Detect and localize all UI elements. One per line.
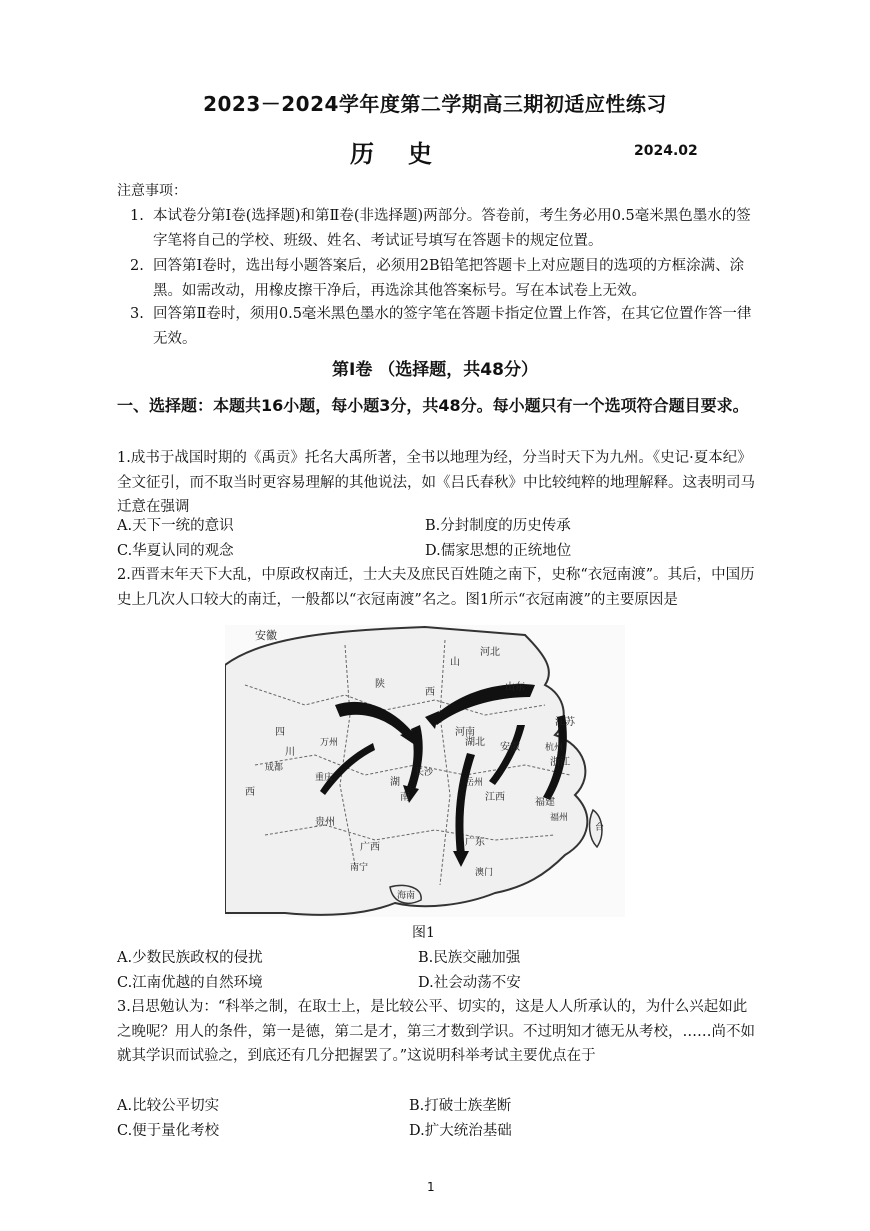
q1-option-d: D.儒家思想的正统地位 bbox=[425, 543, 572, 559]
svg-text:河南: 河南 bbox=[455, 727, 475, 738]
svg-text:河北: 河北 bbox=[480, 647, 500, 658]
notice-heading: 注意事项： bbox=[117, 183, 187, 199]
svg-text:湖北: 湖北 bbox=[465, 737, 485, 748]
svg-text:安徽: 安徽 bbox=[500, 742, 520, 753]
exam-title: 2023－2024学年度第二学期高三期初适应性练习 bbox=[203, 92, 667, 116]
question-2-stem: 2.西晋末年天下大乱，中原政权南迁，士大夫及庶民百姓随之南下，史称“衣冠南渡”。其后，中国历史上几次人口较大的南迁，一般都以“衣冠南渡”名之。图1所示“衣冠南渡”的主要原因是 bbox=[117, 567, 755, 608]
notice-item-number: 1. bbox=[130, 208, 144, 224]
svg-text:海南: 海南 bbox=[397, 891, 416, 901]
q2-option-a: A.少数民族政权的侵扰 bbox=[117, 950, 263, 966]
svg-text:浙江: 浙江 bbox=[550, 757, 570, 768]
notice-item bbox=[130, 204, 760, 254]
svg-text:重庆: 重庆 bbox=[315, 773, 334, 783]
q1-option-c: C.华夏认同的观念 bbox=[117, 543, 234, 559]
question-3-stem: 3.吕思勉认为：“科举之制，在取士上，是比较公平、切实的，这是人人所承认的，为什么兴起如此之晚呢？用人的条件，第一是德，第二是才，第三才数到学识。不过明知才德无从考校，……尚不如就其学识而试验之，到底还有几分把握罢了。”这说明科举考试主要优点在于 bbox=[117, 999, 755, 1064]
q1-option-b: B.分封制度的历史传承 bbox=[425, 518, 571, 534]
svg-text:贵州: 贵州 bbox=[315, 817, 335, 828]
section-title: 第Ⅰ卷 （选择题，共48分） bbox=[332, 360, 538, 380]
svg-text:万州: 万州 bbox=[320, 738, 339, 748]
notice-item-text: 本试卷分第Ⅰ卷(选择题)和第Ⅱ卷(非选择题)两部分。答卷前，考生务必用0.5毫米黑色墨水的签字笔将自己的学校、班级、姓名、考试证号填写在答题卡的规定位置。 bbox=[153, 208, 751, 249]
svg-text:岳州: 岳州 bbox=[465, 778, 484, 788]
svg-text:安徽: 安徽 bbox=[255, 629, 277, 642]
q3-option-b: B.打破士族垄断 bbox=[409, 1098, 512, 1114]
notice-item-text: 回答第Ⅰ卷时，选出每小题答案后，必须用2B铅笔把答题卡上对应题目的选项的方框涂满、涂黑。如需改动，用橡皮擦干净后，再选涂其他答案标号。写在本试卷上无效。 bbox=[153, 258, 745, 299]
exam-date: 2024.02 bbox=[634, 143, 698, 159]
svg-text:山东: 山东 bbox=[505, 682, 525, 693]
svg-text:江西: 江西 bbox=[485, 792, 505, 803]
svg-text:福州: 福州 bbox=[550, 813, 569, 823]
svg-text:山: 山 bbox=[450, 657, 460, 668]
southward-migration-map bbox=[225, 625, 625, 917]
svg-text:澳门: 澳门 bbox=[475, 868, 494, 878]
q2-option-b: B.民族交融加强 bbox=[418, 950, 521, 966]
q3-option-d: D.扩大统治基础 bbox=[409, 1123, 512, 1139]
subject-title: 历史 bbox=[350, 140, 466, 168]
part-title: 一、选择题：本题共16小题，每小题3分，共48分。每小题只有一个选项符合题目要求。 bbox=[117, 396, 749, 415]
svg-text:成都: 成都 bbox=[265, 763, 284, 773]
svg-text:台: 台 bbox=[595, 823, 605, 833]
svg-text:南宁: 南宁 bbox=[350, 863, 369, 873]
notice-item bbox=[130, 254, 760, 304]
q2-option-d: D.社会动荡不安 bbox=[418, 975, 521, 991]
question-1-stem: 1.成书于战国时期的《禹贡》托名大禹所著，全书以地理为经，分当时天下为九州。《史记·夏本纪》全文征引，而不取当时更容易理解的其他说法，如《吕氏春秋》中比较纯粹的地理解释。这表明司马迁意在强调 bbox=[117, 450, 755, 515]
svg-text:陕: 陕 bbox=[375, 679, 385, 690]
notice-item-number: 3. bbox=[130, 306, 144, 322]
svg-text:广东: 广东 bbox=[465, 837, 485, 848]
notice-item-text: 回答第Ⅱ卷时，须用0.5毫米黑色墨水的签字笔在答题卡指定位置上作答，在其它位置作答一律无效。 bbox=[153, 306, 752, 347]
notice-item bbox=[130, 302, 760, 352]
svg-text:广西: 广西 bbox=[360, 842, 380, 853]
svg-text:川: 川 bbox=[285, 747, 295, 758]
notice-item-number: 2. bbox=[130, 258, 144, 274]
svg-text:福建: 福建 bbox=[535, 797, 555, 808]
svg-text:杭州: 杭州 bbox=[545, 743, 564, 753]
q2-option-c: C.江南优越的自然环境 bbox=[117, 975, 263, 991]
svg-text:长沙: 长沙 bbox=[415, 768, 434, 778]
svg-text:西: 西 bbox=[245, 787, 255, 798]
svg-text:南: 南 bbox=[400, 792, 410, 803]
figure-caption: 图1 bbox=[412, 925, 435, 941]
page-number: 1 bbox=[427, 1180, 435, 1194]
q1-option-a: A.天下一统的意识 bbox=[117, 518, 234, 534]
svg-text:四: 四 bbox=[275, 727, 285, 738]
svg-text:西: 西 bbox=[425, 687, 435, 698]
q3-option-a: A.比较公平切实 bbox=[117, 1098, 220, 1114]
svg-text:湖: 湖 bbox=[390, 777, 400, 788]
q3-option-c: C.便于量化考校 bbox=[117, 1123, 220, 1139]
svg-text:江苏: 江苏 bbox=[555, 717, 575, 728]
